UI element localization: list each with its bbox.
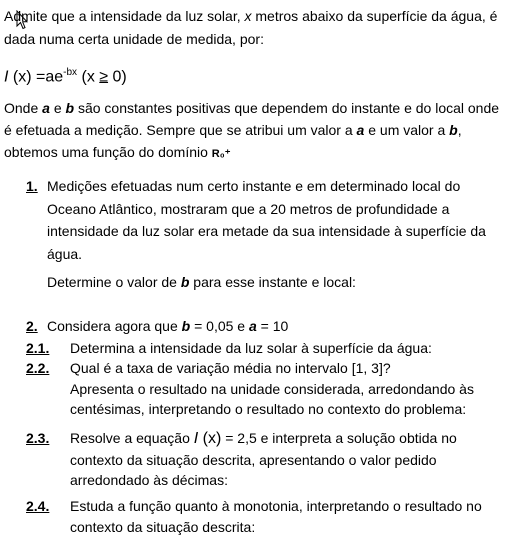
question-2-1-number: 2.1. (26, 340, 50, 356)
question-2-2-number: 2.2. (26, 360, 50, 376)
question-2-3-number: 2.3. (26, 430, 50, 446)
question-2-3-text: Resolve a equação I (x) = 2,5 e interpreta a solução obtida no contexto da situação descrita, apresentando o valor pedido arredondado às décimas: (70, 430, 457, 488)
question-1-determine: Determine o valor de b para esse instante e local: (47, 274, 356, 290)
constants-paragraph: Onde a e b são constantes positivas que dependem do instante e do local onde é efetuada a medição. Sempre que se atribui um valor a a e um valor a b, obtemos uma função do domínio R₀⁺ (4, 100, 500, 160)
question-2-1-text: Determina a intensidade da luz solar à superfície da água: (70, 340, 432, 356)
intensity-formula: I $(x) =ae^{-bx}$ (x ≥ 0) (4, 67, 127, 86)
question-1-number: 1. (26, 178, 38, 194)
question-2-4-text: Estuda a função quanto à monotonia, interpretando o resultado no contexto da situação descrita: (70, 498, 482, 535)
question-2-2-text: Qual é a taxa de variação média no intervalo [1, 3]? Apresenta o resultado na unidade considerada, arredondando às centésimas, interpretando o resultado no contexto do problema: (70, 360, 474, 417)
question-2-number: 2. (26, 318, 38, 334)
intro-paragraph: Admite que a intensidade da luz solar, x metros abaixo da superfície da água, é dada numa certa unidade de medida, por: (4, 8, 498, 47)
question-2-4-number: 2.4. (26, 498, 50, 514)
question-2-text: Considera agora que b = 0,05 e a = 10 (47, 318, 289, 334)
question-1-text: Medições efetuadas num certo instante e em determinado local do Oceano Atlântico, mostraram que a 20 metros de profundidade a intensidade da luz solar era metade da sua intensidade à superfície da água. (47, 178, 486, 262)
